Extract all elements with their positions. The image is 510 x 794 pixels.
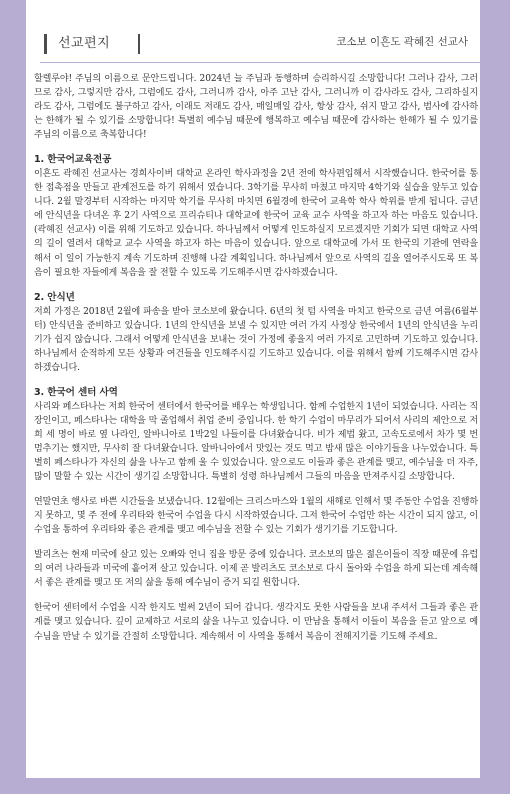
section-body: 사리와 페스타나는 저희 한국어 센터에서 한국어를 배우는 학생입니다. 함께 수업한지 1년이 되었습니다. 사리는 직장인이고, 페스타나는 대학을 막 졸업해서 취업 준비 중입니다. 한 학기 수업이 마무리가 되어서 사리의 제안으로 저희 세 명이 바로 옆 나라인, 알바니아로 1박2일 나들이를 다녀왔습니다. 비가 제법 왔고, 고속도로에서 차가 몇 번 멈추기는 했지만, 무사히 잘 다녀왔습니다. 알바니아에서 맛있는 것도 먹고 밤새 많은 이야기들을 나누었습니다. 특별히 페스타나가 자신의 삶을 나누고 함께 울 수 있었습니다. 앞으로도 이들과 좋은 관계를 맺고, 예수님을 더 자주, 많이 말할 수 있는 시간이 생기길 소망합니다. 특별히 성령 하나님께서 그들의 마음을 만져주시길 소망합니다.	[34, 401, 478, 483]
body-paragraph: 연말연초 행사로 바쁜 시간들을 보냈습니다. 12월에는 크리스마스와 1월의 새해로 인해서 몇 주동안 수업을 진행하지 못하고, 몇 주 전에 우리타와 한국어 수업을 다시 시작하였습니다. 그저 한국어 수업만 하는 시간이 되지 않고, 이 수업을 통하여 우리타와 좋은 관계를 맺고 예수님을 전할 수 있는 기회가 생기기를 기도합니다.	[34, 497, 478, 536]
section-body: 저희 가정은 2018년 2월에 파송을 받아 코소보에 왔습니다. 6년의 첫 텀 사역을 마치고 한국으로 금년 여름(6월부터) 안식년을 준비하고 있습니다. 1년의 안식년을 보낼 수 있지만 여러 가지 사정상 한국에서 1년의 안식년을 누리기가 쉽지 않습니다. 그래서 어떻게 안식년을 보내는 것이 가정에 좋을지 여러 가지로 고민하며 기도하고 있습니다. 하나님께서 순적하게 모든 상황과 여건들을 인도해주시길 기도하고 있습니다. 이를 위해서 함께 기도해주시면 감사하겠습니다.	[34, 306, 478, 373]
letter-body	[34, 72, 478, 655]
body-paragraph: 발리츠는 현재 미국에 살고 있는 오빠와 언니 집을 방문 중에 있습니다. 코소보의 많은 젊은이들이 직장 때문에 유럽의 여러 나라들과 미국에 흩어져 살고 있습니다. 이제 곧 발리츠도 코소보로 다시 돌아와 수업을 하게 되는데 계속해서 좋은 관계를 맺고 또 저의 삶을 통해 예수님이 증거 되길 원합니다.	[34, 550, 478, 589]
page-title: 선교편지	[58, 36, 111, 51]
header-divider-left	[44, 34, 47, 54]
section-body: 이흔도 곽혜진 선교사는 경희사이버 대학교 온라인 학사과정을 2년 전에 학사편입해서 시작했습니다. 한국어를 통한 접촉점을 만들고 관계전도를 하기 위해서 였습니다. 3학기를 무사히 마쳤고 마지막 4학기와 실습을 앞두고 있습니다. 2월 말경부터 시작하는 마지막 학기를 무사히 마치면 6월경에 한국어 교육학 학사 학위를 받게 됩니다. 금년에 안식년을 다녀온 후 2기 사역으로 프리슈티나 대학교에 한국어 교육 교수 사역을 하고자 하는 마음도 있습니다.(곽혜진 선교사) 이를 위해 기도하고 있습니다. 하나님께서 어떻게 인도하실지 모르겠지만 기회가 되면 대학교 사역의 길이 열려서 대학교 교수 사역을 하고자 하는 마음이 있습니다. 앞으로 대학교에 가서 또 한국의 기관에 연락을 해서 이 일이 가능한지 계속 기도하며 진행해 나갈 계획입니다. 하나님께서 앞으로 사역의 길을 열어주시도록 또 복음이 필요한 자들에게 복음을 잘 전할 수 있도록 기도해주시면 감사하겠습니다.	[34, 169, 478, 278]
section-heading: 1. 한국어교육전공	[34, 154, 112, 166]
section-sabbatical	[34, 291, 478, 375]
section-heading: 2. 안식년	[34, 291, 75, 303]
right-border-band	[480, 0, 510, 794]
letter-header	[26, 22, 480, 64]
section-heading: 3. 한국어 센터 사역	[34, 386, 118, 398]
header-underline	[40, 62, 480, 63]
body-paragraph: 한국어 센터에서 수업을 시작 한지도 벌써 2년이 되어 갑니다. 생각지도 못한 사람들을 보내 주셔서 그들과 좋은 관계를 맺고 있습니다. 깊이 교제하고 서로의 삶을 나누고 있습니다. 이 만남을 통해서 이들이 복음을 듣고 앞으로 예수님을 만날 수 있기를 간절히 소망합니다. 계속해서 이 사역을 통해서 복음이 전해지기를 기도해 주세요.	[34, 603, 478, 642]
header-divider-right	[138, 34, 140, 54]
intro-paragraph: 할렐루야! 주님의 이름으로 문안드립니다. 2024년 늘 주님과 동행하며 승리하시길 소망합니다! 그러나 감사, 그러므로 감사, 그렇지만 감사, 그럼에도 감사, 그러니까 감사, 아주 고난 감사, 그러니까 이 감사라도 감사, 그리하실지라도 감사, 그럼에도 불구하고 감사, 이래도 저래도 감사, 매일매일 감사, 항상 감사, 쉬지 말고 감사, 범사에 감사하는 한해가 될 수 있기를 소망합니다! 특별히 예수님 때문에 행복하고 예수님 때문에 감사하는 한해가 될 수 있기를 주님의 이름으로 축복합니다!	[34, 74, 478, 141]
left-border-band	[0, 0, 26, 794]
author-name: 코소보 이흔도 곽혜진 선교사	[336, 36, 468, 48]
bottom-border-band	[0, 778, 510, 794]
section-korean-education	[34, 153, 478, 279]
section-korean-center	[34, 386, 478, 484]
